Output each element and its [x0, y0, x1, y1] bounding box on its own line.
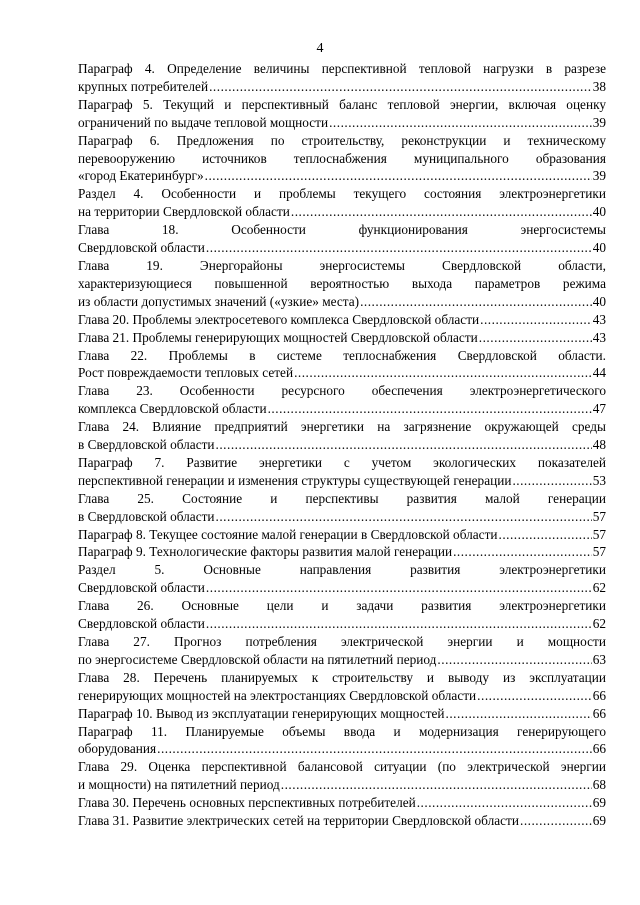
toc-entry-line: характеризующиеся повышенной вероятностью выхода параметров режима [78, 275, 606, 291]
toc-page-number: 57 [592, 544, 606, 560]
page-number: 4 [316, 41, 324, 56]
toc-entry [78, 311, 606, 329]
toc-entry-title: Свердловской области [78, 616, 205, 632]
toc-entry-title: Глава 21. Проблемы генерирующих мощностей Свердловской области [78, 329, 478, 345]
toc-entry-line: Глава 23. Особенности ресурсного обеспечения электроэнергетического [78, 383, 606, 399]
toc-entry-last-line [78, 526, 606, 544]
toc-entry-line: Раздел 4. Особенности и проблемы текущего состояния электроэнергетики [78, 186, 606, 202]
toc-entry [78, 758, 606, 794]
toc-page-number: 66 [592, 705, 606, 721]
toc-entry [78, 454, 606, 490]
toc-page-number: 63 [592, 651, 606, 667]
toc-page-number: 69 [592, 813, 606, 829]
toc-entry [78, 705, 606, 723]
toc-entry [78, 221, 606, 257]
dot-leader [206, 615, 592, 633]
dot-leader [268, 400, 592, 418]
toc-entry-last-line [78, 364, 606, 382]
table-of-contents [78, 60, 606, 830]
toc-entry-last-line [78, 508, 606, 526]
toc-entry-line: Параграф 6. Предложения по строительству, реконструкции и техническому [78, 132, 606, 148]
toc-entry-last-line [78, 239, 606, 257]
toc-entry-title: Рост повреждаемости тепловых сетей [78, 365, 294, 381]
toc-entry-last-line [78, 78, 606, 96]
toc-entry-title: Глава 31. Развитие электрических сетей на территории Свердловской области [78, 813, 519, 829]
toc-entry-title: Свердловской области [78, 240, 205, 256]
dot-leader [453, 543, 592, 561]
toc-entry-title: по энергосистеме Свердловской области на пятилетний период [78, 651, 437, 667]
toc-entry-title: перспективной генерации и изменения структуры существующей генерации [78, 472, 512, 488]
dot-leader [216, 436, 592, 454]
toc-entry-title: и мощности) на пятилетний период [78, 777, 280, 793]
toc-page-number: 38 [592, 78, 606, 94]
toc-page-number: 40 [592, 293, 606, 309]
toc-entry-last-line [78, 794, 606, 812]
toc-entry-line: Глава 29. Оценка перспективной балансовой ситуации (по электрической энергии [78, 759, 606, 775]
toc-entry-title: Глава 30. Перечень основных перспективных потребителей [78, 795, 416, 811]
toc-page-number: 47 [592, 401, 606, 417]
toc-entry [78, 382, 606, 418]
toc-entry [78, 185, 606, 221]
toc-entry-line: Глава 26. Основные цели и задачи развития электроэнергетики [78, 598, 606, 614]
toc-page-number: 48 [592, 437, 606, 453]
toc-page-number: 40 [592, 204, 606, 220]
toc-entry-title: на территории Свердловской области [78, 204, 290, 220]
dot-leader [480, 311, 592, 329]
toc-entry-title: из области допустимых значений («узкие» места) [78, 293, 360, 309]
toc-entry-last-line [78, 167, 606, 185]
toc-entry [78, 812, 606, 830]
toc-entry [78, 526, 606, 544]
toc-entry [78, 794, 606, 812]
toc-entry-last-line [78, 436, 606, 454]
toc-page-number: 68 [592, 777, 606, 793]
toc-page-number: 44 [592, 365, 606, 381]
toc-entry-title: Глава 20. Проблемы электросетевого комплекса Свердловской области [78, 311, 480, 327]
toc-entry [78, 723, 606, 759]
toc-page-number: 69 [592, 795, 606, 811]
dot-leader [206, 239, 592, 257]
toc-entry-last-line [78, 812, 606, 830]
toc-entry [78, 132, 606, 186]
toc-entry-title: в Свердловской области [78, 508, 215, 524]
toc-page-number: 57 [592, 508, 606, 524]
toc-entry-line: Глава 18. Особенности функционирования энергосистемы [78, 222, 606, 238]
toc-entry-last-line [78, 203, 606, 221]
dot-leader [479, 329, 592, 347]
toc-entry-last-line [78, 776, 606, 794]
dot-leader [477, 687, 592, 705]
dot-leader [216, 508, 592, 526]
dot-leader [281, 776, 592, 794]
toc-page-number: 43 [592, 329, 606, 345]
toc-entry-last-line [78, 329, 606, 347]
toc-entry-line: Параграф 4. Определение величины перспективной тепловой нагрузки в разрезе [78, 61, 606, 76]
toc-entry-last-line [78, 400, 606, 418]
dot-leader [417, 794, 592, 812]
toc-entry-title: оборудования [78, 741, 157, 757]
toc-entry [78, 543, 606, 561]
dot-leader [157, 740, 592, 758]
toc-entry-last-line [78, 114, 606, 132]
toc-page-number: 62 [592, 616, 606, 632]
toc-page-number: 43 [592, 311, 606, 327]
toc-entry-line: Глава 27. Прогноз потребления электрической энергии и мощности [78, 634, 606, 649]
toc-entry [78, 490, 606, 526]
dot-leader [205, 167, 592, 185]
toc-entry [78, 418, 606, 454]
toc-entry-line: Глава 19. Энергорайоны энергосистемы Свердловской области, [78, 257, 606, 273]
dot-leader [437, 651, 591, 669]
toc-entry-title: «город Екатеринбург» [78, 168, 204, 184]
toc-entry-line: Параграф 11. Планируемые объемы ввода и модернизация генерирующего [78, 723, 606, 739]
dot-leader [360, 293, 592, 311]
toc-entry-last-line [78, 615, 606, 633]
toc-entry-last-line [78, 311, 606, 329]
toc-entry-title: Параграф 9. Технологические факторы развития малой генерации [78, 544, 453, 560]
toc-entry [78, 597, 606, 633]
dot-leader [206, 579, 592, 597]
toc-page-number: 66 [592, 687, 606, 703]
toc-entry [78, 633, 606, 669]
toc-entry [78, 561, 606, 597]
toc-page-number: 66 [592, 741, 606, 757]
toc-entry-title: ограничений по выдаче тепловой мощности [78, 114, 329, 130]
toc-page-number: 62 [592, 580, 606, 596]
dot-leader [520, 812, 592, 830]
toc-entry-last-line [78, 705, 606, 723]
toc-entry-title: Свердловской области [78, 580, 205, 596]
toc-page-number: 39 [592, 168, 606, 184]
toc-entry-title: в Свердловской области [78, 437, 215, 453]
toc-entry-line: Глава 28. Перечень планируемых к строительству и выводу из эксплуатации [78, 669, 606, 685]
toc-entry [78, 329, 606, 347]
toc-entry-last-line [78, 579, 606, 597]
toc-entry-last-line [78, 472, 606, 490]
toc-page-number: 39 [592, 114, 606, 130]
toc-entry-title: крупных потребителей [78, 78, 209, 94]
toc-entry-last-line [78, 651, 606, 669]
dot-leader [512, 472, 591, 490]
toc-entry-line: Глава 25. Состояние и перспективы развития малой генерации [78, 490, 606, 506]
toc-entry-line: Параграф 7. Развитие энергетики с учетом экологических показателей [78, 454, 606, 470]
toc-entry-title: генерирующих мощностей на электростанциях Свердловской области [78, 687, 477, 703]
toc-entry-line: Глава 24. Влияние предприятий энергетики на загрязнение окружающей среды [78, 419, 606, 435]
toc-entry-title: Параграф 8. Текущее состояние малой генерации в Свердловской области [78, 526, 498, 542]
toc-entry-line: Раздел 5. Основные направления развития электроэнергетики [78, 562, 606, 578]
toc-entry-last-line [78, 293, 606, 311]
dot-leader [499, 526, 592, 544]
toc-entry [78, 257, 606, 311]
toc-entry [78, 347, 606, 383]
toc-entry-title: Параграф 10. Вывод из эксплуатации генерирующих мощностей [78, 705, 445, 721]
toc-entry-last-line [78, 740, 606, 758]
toc-entry-line: перевооружению источников теплоснабжения муниципального образования [78, 150, 606, 166]
dot-leader [294, 364, 592, 382]
dot-leader [329, 114, 592, 132]
toc-page-number: 57 [592, 526, 606, 542]
toc-entry-last-line [78, 687, 606, 705]
dot-leader [291, 203, 592, 221]
toc-page-number: 40 [592, 240, 606, 256]
toc-entry-line: Глава 22. Проблемы в системе теплоснабжения Свердловской области. [78, 347, 606, 363]
dot-leader [209, 78, 592, 96]
dot-leader [446, 705, 592, 723]
toc-entry [78, 669, 606, 705]
toc-page-number: 53 [592, 472, 606, 488]
toc-entry-title: комплекса Свердловской области [78, 401, 267, 417]
toc-entry-line: Параграф 5. Текущий и перспективный баланс тепловой энергии, включая оценку [78, 96, 606, 112]
toc-entry [78, 60, 606, 96]
toc-entry-last-line [78, 543, 606, 561]
toc-entry [78, 96, 606, 132]
